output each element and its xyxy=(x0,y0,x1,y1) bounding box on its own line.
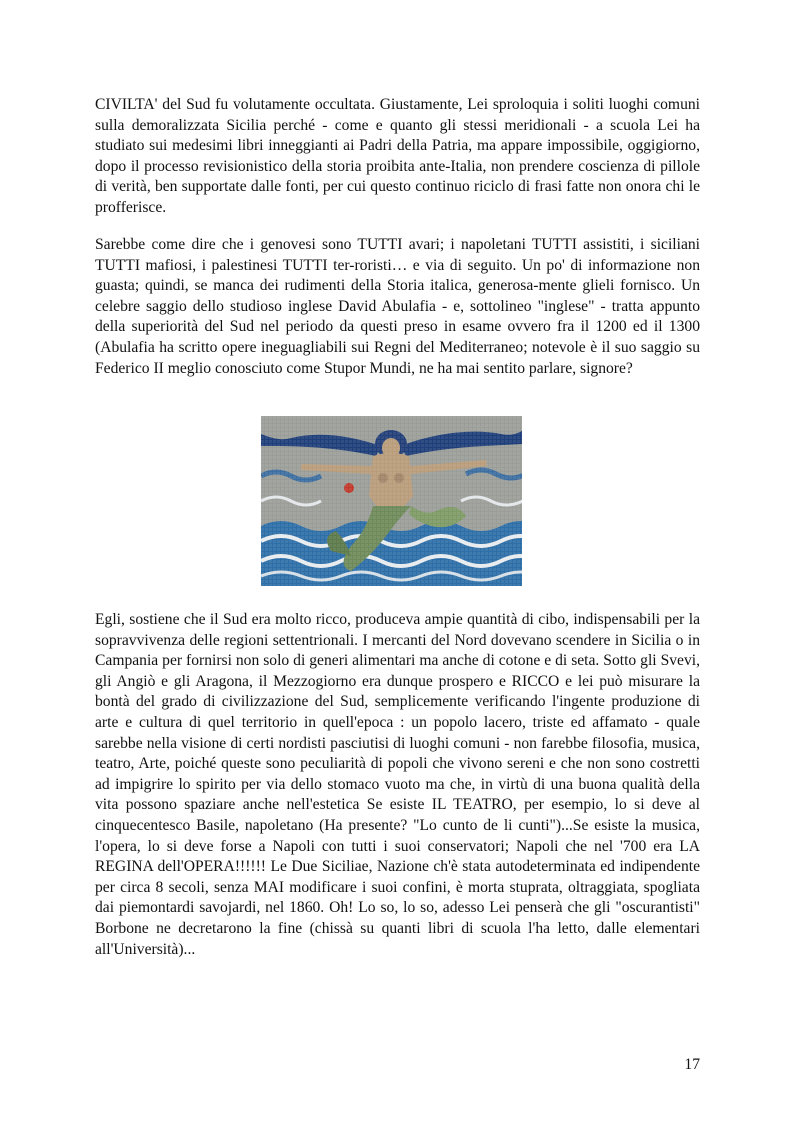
paragraph-1: CIVILTA' del Sud fu volutamente occultata. Giustamente, Lei sproloquia i soliti luoghi comuni sulla demoralizzata Sicilia perché - come e quanto gli stessi meridionali - a scuola Lei ha studiato sui medesimi libri inneggianti ai Padri della Patria, ma appare impossibile, oggigiorno, dopo il processo revisionistico della storia proibita ante-Italia, non prendere coscienza di pillole di verità, ben supportate dalle fonti, per cui questo continuo riciclo di frasi fatte non onora chi le profferisce. xyxy=(95,96,700,216)
page-number: 17 xyxy=(684,1056,700,1073)
mosaic-mermaid-image xyxy=(261,416,522,586)
paragraph-2: Sarebbe come dire che i genovesi sono TUTTI avari; i napoletani TUTTI assistiti, i siciliani TUTTI mafiosi, i palestinesi TUTTI ter-roristi… e via di seguito. Un po' di informazione non guasta; quindi, se manca dei rudimenti della Storia italica, generosa-mente glieli fornisco. Un celebre saggio dello studioso inglese David Abulafia - e, sottolineo "inglese" - tratta appunto della superiorità del Sud nel periodo da questi preso in esame ovvero fra il 1200 ed il 1300 (Abulafia ha scritto opere ineguagliabili sui Regni del Mediterraneo; notevole è il suo saggio su Federico II meglio conosciuto come Stupor Mundi, ne ha mai sentito parlare, signore? xyxy=(95,236,700,377)
paragraph-3: Egli, sostiene che il Sud era molto ricco, produceva ampie quantità di cibo, indispensabili per la sopravvivenza delle regioni settentrionali. I mercanti del Nord dovevano scendere in Sicilia o in Campania per fornirsi non solo di generi alimentari ma anche di cotone e di seta. Sotto gli Svevi, gli Angiò e gli Aragona, il Mezzogiorno era dunque prospero e RICCO e lei può misurare la bontà del grado di civilizzazione del Sud, semplicemente verificando l'ingente produzione di arte e cultura di quel territorio in quell'epoca : un popolo lacero, triste ed affamato - quale sarebbe nella visione di certi nordisti pasciutisi di luoghi comuni - non farebbe filosofia, musica, teatro, Arte, poiché queste sono peculiarità di popoli che vivono sereni e che non sono costretti ad impigrire lo spirito per via dello stomaco vuoto ma che, in virtù di una buona qualità della vita possono spaziare anche nell'estetica Se esiste IL TEATRO, per esempio, lo si deve al cinquecentesco Basile, napoletano (Ha presente? "Lo cunto de li cunti")...Se esiste la musica, l'opera, lo si deve forse a Napoli con tutti i suoi conservatori; Napoli che nel '700 era LA REGINA dell'OPERA!!!!!! Le Due Siciliae, Nazione ch'è stata autodeterminata ed indipendente per circa 8 secoli, senza MAI modificare i suoi confini, è morta stuprata, oltraggiata, spogliata dai piemontardi savojardi, nel 1860. Oh! Lo so, lo so, adesso Lei penserà che gli "oscurantisti" Borbone ne decretarono la fine (chissà su quanti libri di scuola l'ha letto, dalle elementari all'Università)... xyxy=(95,611,700,958)
